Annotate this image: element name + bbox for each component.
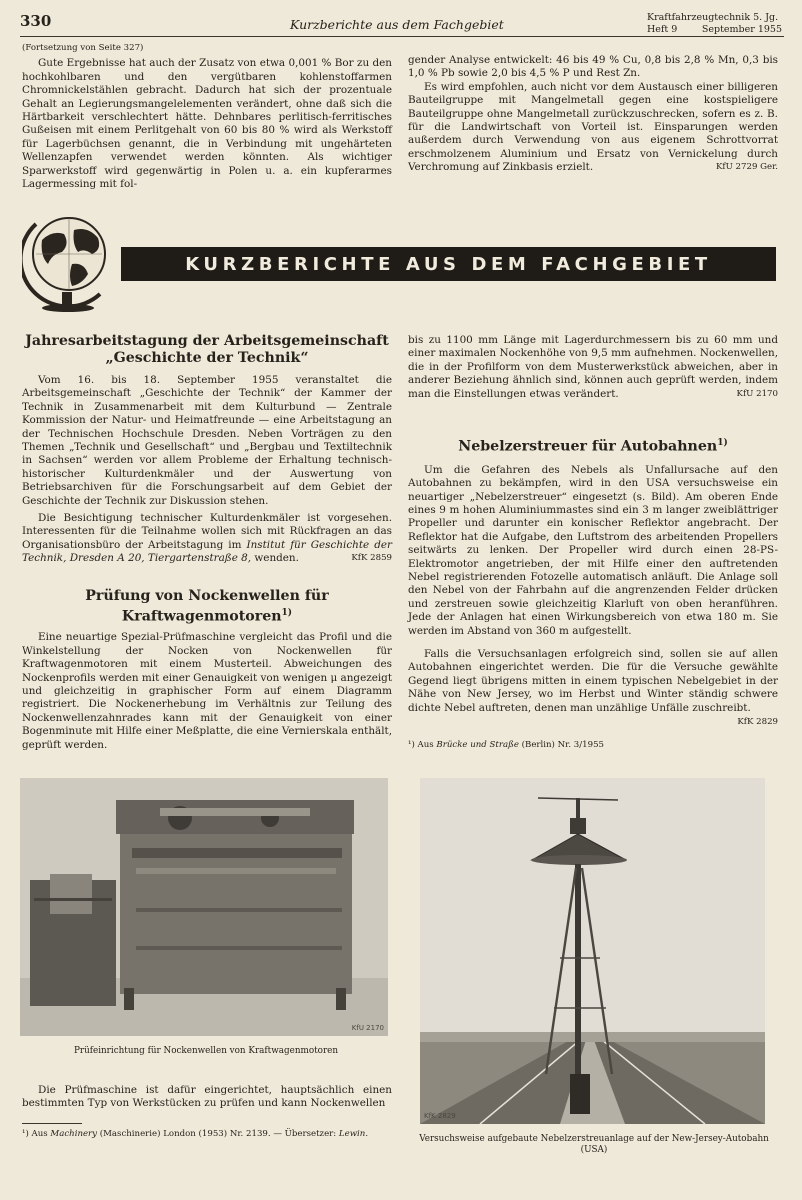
article3-footnote-source: Brücke und Straße: [436, 740, 519, 751]
article2-footnote-translator: Lewin.: [338, 1128, 369, 1139]
left-bottom-column: [22, 1084, 392, 1141]
journal-info: [647, 12, 782, 36]
page-number: 330: [20, 12, 52, 30]
top-right-ref: KfU 2729 Ger.: [715, 162, 778, 173]
top-left-text: Gute Ergebnisse hat auch der Zusatz von etwa 0,001 % Bor zu den hochkohlbaren und den vergütbaren kohlenstoffarmen Chromnickelstählen gebracht. Dadurch hat sich der prozentuale Gehalt an Legierungsmangelelementen verändert, ohne daß sich die Härtbarkeit verschlechtert hätte. Dehnbares perlitisch-ferritisches Gußeisen mit einem Perlitgehalt von 60 bis 80 % wird als Werkstoff für Lagerbüchsen genannt, die in Verbindung mit ungehärteten Wellenzapfen verwendet werden könnten. Als wichtiger Sparwerkstoff wird gegenwärtig in Polen u. a. ein kupferarmes Lagermessing mit fol-: [22, 57, 392, 191]
article1-p2-a: Die Besichtigung technischer Kulturdenkmäler ist vorgesehen. Interessenten für die Teilnahme wollen sich mit Rückfragen an das Organisationsbüro der Arbeitstagung im: [22, 512, 392, 551]
top-right-column: [408, 54, 778, 175]
machine-photo: [20, 778, 388, 1036]
article1-p2-b: wenden.: [251, 552, 299, 565]
article2-p2: Die Prüfmaschine ist dafür eingerichtet, hauptsächlich einen bestimmten Typ von Werkstücken zu prüfen und kann Nockenwellen: [22, 1084, 392, 1110]
article2-cont-text: bis zu 1100 mm Länge mit Lagerdurchmessern bis zu 60 mm und einer maximalen Nockenhöhe von 9,5 mm aufnehmen. Nockenwellen, die in der Profilform von dem Musterwerkstück abweichen, aber in anderer Beziehung ähnlich sind, können auch geprüft werden, indem man die Einstellungen etwas verändert.: [408, 334, 778, 400]
machine-photo-stamp: KfU 2170: [351, 1024, 384, 1032]
article1-p2: [22, 512, 392, 566]
journal-name: Kraftfahrzeugtechnik 5. Jg.: [647, 12, 779, 23]
issue-date: September 1955: [701, 24, 782, 35]
article2-title-text: Prüfung von Nockenwellen für Kraftwagenmotoren: [85, 587, 329, 625]
top-right-text-2: [408, 81, 778, 175]
article3-footnote-a: ¹) Aus: [408, 740, 437, 751]
machine-illustration: [20, 778, 388, 1036]
article2-footnote-a: ¹) Aus: [22, 1128, 51, 1139]
fog-photo-caption: Versuchsweise aufgebaute Nebelzerstreuanlage auf der New-Jersey-Autobahn (USA): [419, 1134, 769, 1155]
article2-ref: KfU 2170: [736, 388, 778, 399]
article2-continuation: [408, 334, 778, 401]
article1-p1: Vom 16. bis 18. September 1955 veranstaltet die Arbeitsgemeinschaft „Geschichte der Technik“ der Kammer der Technik in Zusammenarbeit mit dem Kulturbund — Zentrale Kommission der Natur- und Heimatfreunde — eine Arbeitstagung an der Technischen Hochschule Dresden. Neben Vorträgen zu den Themen „Technik und Gesellschaft“ und „Bergbau und Textiltechnik in Sachsen“ werden vor allem Probleme der Erhaltung technisch-historischer Kulturdenkmäler und der Auswertung von Betriebsarchiven für die Forschungsarbeit auf dem Gebiet der Geschichte der Technik zur Diskussion stehen.: [22, 374, 392, 507]
article3-p1: Um die Gefahren des Nebels als Unfallursache auf den Autobahnen zu bekämpfen, wird in den USA versuchsweise ein neuartiger „Nebelzerstreuer“ eingesetzt (s. Bild). Am oberen Ende eines 9 m hohen Aluminiummastes sind ein 3 m langer zweiblättriger Propeller und darunter ein konischer Reflektor angebracht. Der Reflektor hat die Aufgabe, den Luftstrom des arbeitenden Propellers seitwärts zu lenken. Der Propeller wird durch einen 28-PS-Elektromotor angetrieben, der mit Hilfe einer den auftretenden Nebel registrierenden Fotozelle automatisch anläuft. Die Anlage soll den Nebel von der Fahrbahn auf die angrenzenden Felder drücken und zerstreuen sowie gleichzeitig Klarluft von oben heranführen. Jede der Anlagen hat einen Wirkungsbereich von etwa 180 m. Sie werden im Abstand von 360 m aufgestellt.: [408, 463, 778, 637]
top-right-body: Es wird empfohlen, auch nicht vor dem Austausch einer billigeren Bauteilgruppe mit Mangelmetall gegen eine kostspieligere Bauteilgruppe ohne Mangelmetall zurückzuschrecken, sofern es z. B. für die Landwirtschaft von Vorteil ist. Einsparungen werden außerdem durch Verwendung von aus eigenem Schrottvorrat erschmolzenem Aluminium und Ersatz von Vernickelung durch Verchromung auf Zinkbasis erzielt.: [408, 80, 778, 174]
globe-icon: [22, 204, 122, 316]
article3-footnote-b: (Berlin) Nr. 3/1955: [518, 740, 605, 751]
top-right-text-1: gender Analyse entwickelt: 46 bis 49 % Cu, 0,8 bis 2,8 % Mn, 0,3 bis 1,0 % Pb sowie 2,0 bis 4,5 % P und Rest Zn.: [408, 54, 778, 80]
footnote-rule: [22, 1123, 82, 1124]
article1-ref: KfK 2859: [351, 553, 392, 564]
article2-footnote-source: Machinery: [50, 1128, 98, 1139]
top-left-column: [22, 42, 392, 191]
machine-photo-caption: Prüfeinrichtung für Nockenwellen von Kraftwagenmotoren: [73, 1046, 339, 1056]
article2-footnote-mark: 1): [281, 607, 293, 618]
section-banner: KURZBERICHTE AUS DEM FACHGEBIET: [121, 247, 776, 281]
article3-ref-line: [408, 715, 778, 729]
article3-title-text: Nebelzerstreuer für Autobahnen: [458, 438, 718, 455]
article3-title: [408, 435, 778, 456]
continued-note: (Fortsetzung von Seite 327): [22, 43, 144, 53]
issue: Heft 9: [647, 24, 678, 35]
article1-title: Jahresarbeitstagung der Arbeitsgemeinschaft „Geschichte der Technik“: [25, 333, 389, 366]
issue-line: [647, 24, 782, 36]
fog-dispersal-illustration: [420, 778, 765, 1124]
article3-p2: Falls die Versuchsanlagen erfolgreich sind, sollen sie auf allen Autobahnen eingerichtet werden. Die für die Versuche gewählte Gegend liegt übrigens mitten in einem typischen Nebelgebiet in der Nähe von New Jersey, wo im Herbst und Winter ständig schwere dichte Nebel auftreten, denen man unzählige Unfälle zuschreibt.: [408, 648, 778, 714]
article1-address: Institut für Geschichte der Technik, Dresden A 20, Tiergartenstraße 8,: [22, 538, 392, 565]
article3-footnote-mark: 1): [717, 438, 728, 449]
article2-footnote-b: (Maschinerie) London (1953) Nr. 2139. — Übersetzer:: [97, 1128, 339, 1139]
article3-footnote: [408, 739, 778, 752]
running-head: Kurzberichte aus dem Fachgebiet: [290, 17, 504, 32]
fog-photo-stamp: KfK 2829: [424, 1112, 456, 1120]
header-rule: [20, 36, 784, 37]
article3-ref: KfK 2829: [737, 717, 778, 728]
left-column: [22, 333, 392, 752]
right-column: [408, 334, 778, 753]
fog-dispersal-photo: [420, 778, 765, 1124]
article2-title: [40, 588, 374, 626]
article2-p1: Eine neuartige Spezial-Prüfmaschine vergleicht das Profil und die Winkelstellung der Nocken von Nockenwellen für Kraftwagenmotoren mit einem Musterteil. Abweichungen des Nockenprofils werden mit einer Genauigkeit von wenigen μ angezeigt und gleichzeitig in graphischer Form auf einem Diagramm registriert. Die Nockenerhebung im Verhältnis zur Teilung des Nockenwellenzahnrades kann mit der Genauigkeit von einer Bogenminute mit Hilfe einer Meßplatte, die eine Vernierskala enthält, geprüft werden.: [22, 631, 393, 751]
article2-footnote: [22, 1128, 392, 1141]
